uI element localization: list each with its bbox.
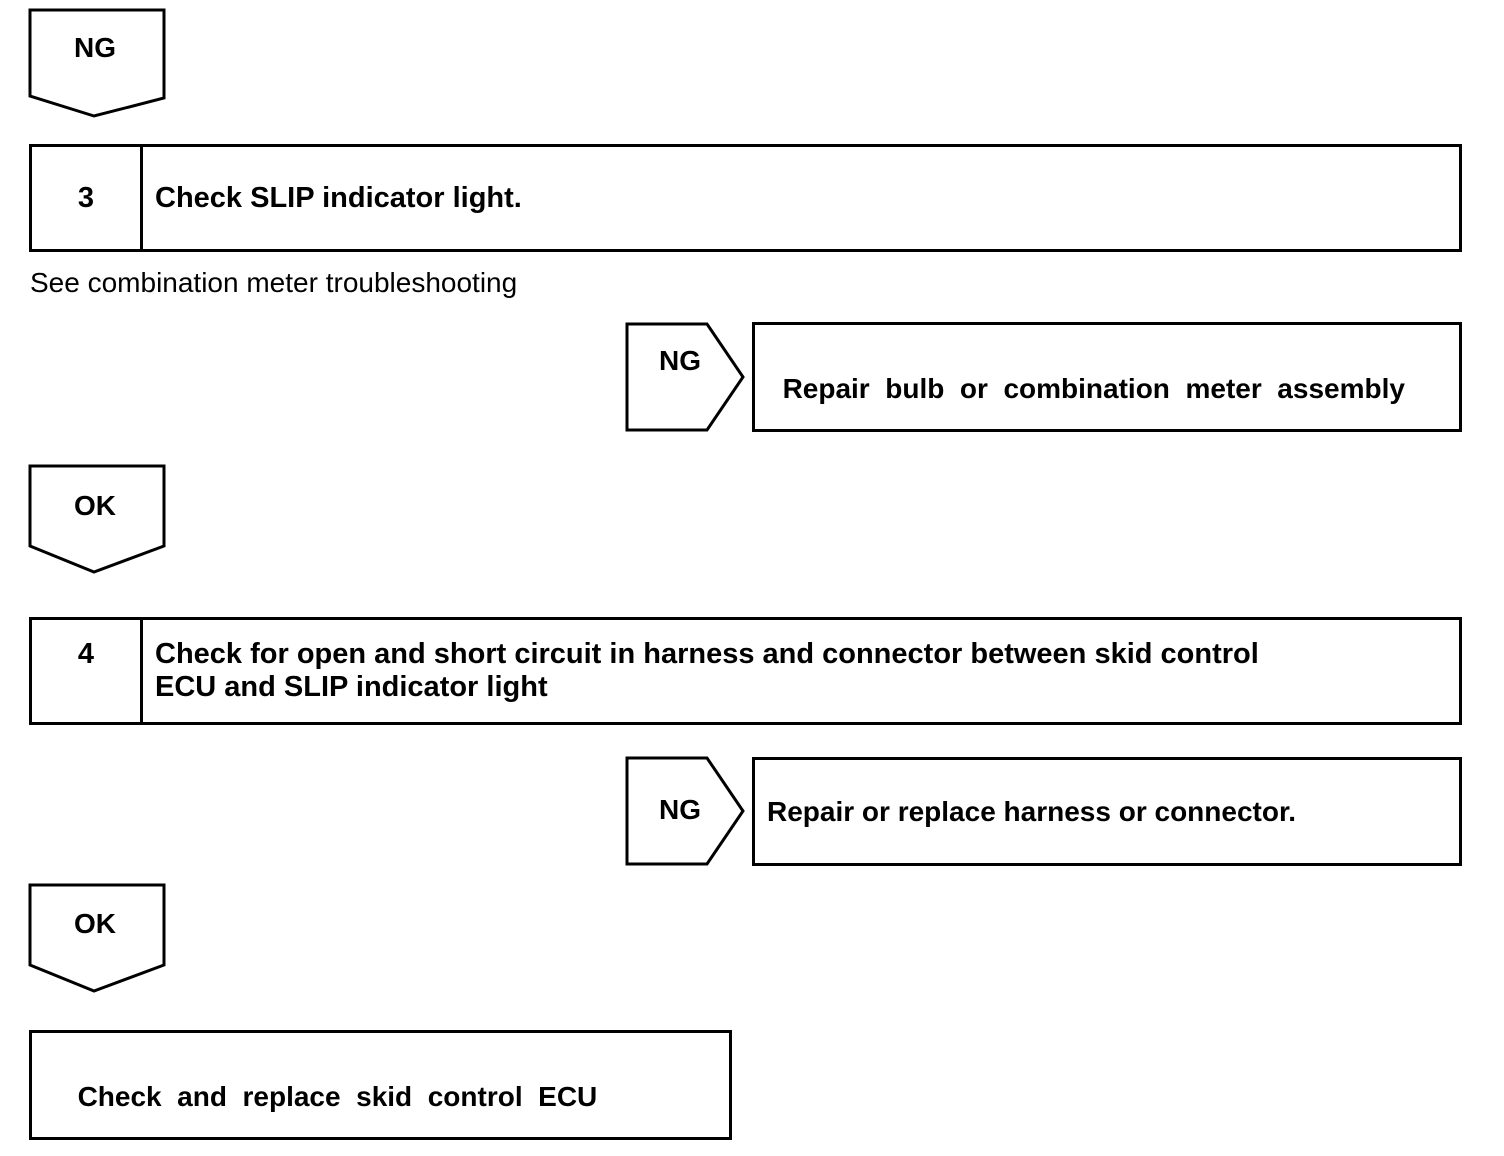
down-arrow-ng-top-label: NG <box>74 32 116 63</box>
step-4-title-line-1: Check for open and short circuit in harness and connector between skid control <box>155 638 1259 670</box>
down-arrow-ng-top <box>28 8 168 120</box>
step-3-note: See combination meter troubleshooting <box>30 267 518 298</box>
right-arrow-ng-step-4-label: NG <box>659 794 701 825</box>
step-3-title: Check SLIP indicator light. <box>155 182 522 214</box>
step-4-number-text: 4 <box>77 638 95 670</box>
step-4-box <box>29 617 1462 725</box>
step-4-title <box>143 620 1271 722</box>
step-3-box <box>29 144 1462 252</box>
right-arrow-ng-step-3 <box>625 322 749 434</box>
step-3-number: 3 <box>32 147 143 249</box>
final-action-box <box>29 1030 732 1140</box>
step-4-number <box>32 620 143 722</box>
step-4-title-line-2: ECU and SLIP indicator light <box>155 671 548 703</box>
right-arrow-ng-step-3-label: NG <box>659 345 701 376</box>
final-action-text: Check and replace skid control ECU <box>77 1081 598 1112</box>
down-arrow-ok-step-3-label: OK <box>74 490 116 521</box>
step-4-ng-action-box <box>752 757 1462 866</box>
step-4-ng-action-text: Repair or replace harness or connector. <box>767 795 1297 827</box>
step-3-ng-action-text: Repair bulb or combination meter assembly <box>782 373 1405 404</box>
step-3-ng-action-box <box>752 322 1462 432</box>
down-arrow-ok-step-4-label: OK <box>74 908 116 939</box>
